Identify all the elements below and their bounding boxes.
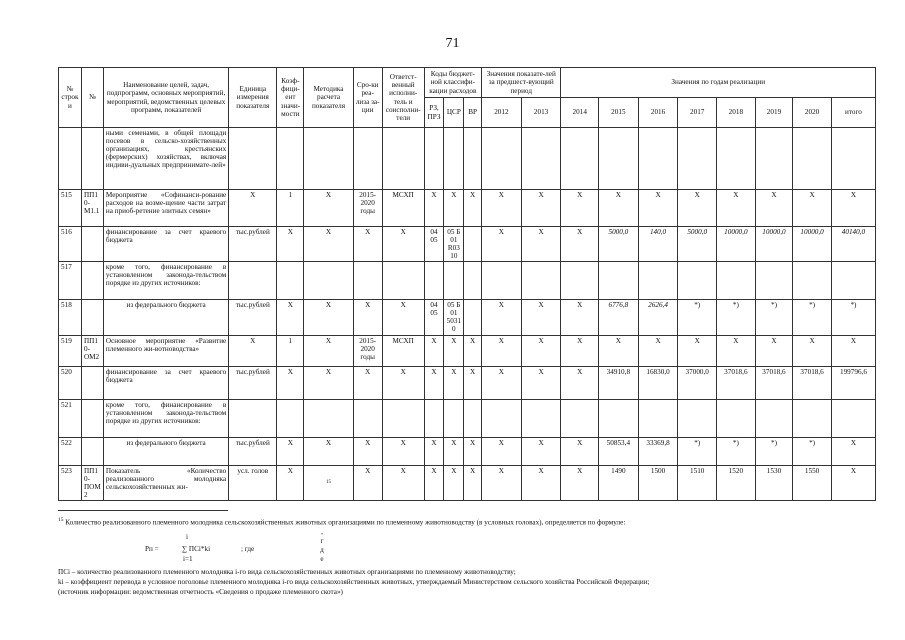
cell-name: финансирование за счет краевого бюджета [103,366,228,399]
footnote [58,517,888,528]
cell-2017: Х [678,335,717,366]
cell-unit: тыс.рублей [229,227,277,262]
cell-2016 [638,262,678,300]
cell-method: Х [304,227,353,262]
indicators-table [58,67,876,501]
cell-2020 [793,262,832,300]
formula-lhs: Рп = [145,545,159,553]
cell-vr [464,262,482,300]
cell-2014 [561,128,599,190]
cell-2019 [755,262,793,300]
cell-2017 [678,262,717,300]
cell-2019 [755,399,793,437]
cell-number [81,437,103,465]
page-number: 71 [445,36,460,51]
cell-csr [444,128,464,190]
cell-2020: 10000,0 [793,227,832,262]
cell-csr: Х [444,437,464,465]
cell-2017: Х [678,190,717,227]
cell-terms: Х [353,437,382,465]
cell-method [304,399,353,437]
header-total: итого [831,98,875,128]
header-terms: Сро-ки реа-лиза за-ции [353,68,382,128]
cell-2015: 1490 [599,465,639,500]
cell-2016: 33369,8 [638,437,678,465]
cell-2014 [561,399,599,437]
cell-2018: Х [717,335,756,366]
cell-vr: Х [464,335,482,366]
footnote-mark: 15 [58,517,64,523]
cell-vr: Х [464,437,482,465]
cell-2015: 6776,8 [599,300,639,335]
cell-number [81,128,103,190]
header-prev-period: Значения показате-лей за предшест-вующий период [482,68,561,98]
header-by-years: Значения по годам реализации [561,68,876,98]
cell-name: кроме того, финансирование в установленном законода-тельством порядке из других источников: [103,262,228,300]
gde-letter: д [320,546,324,554]
cell-rz [424,128,444,190]
cell-method: Х [304,437,353,465]
formula-top: i [186,533,188,541]
cell-method: Х [304,190,353,227]
header-vr: ВР [464,98,482,128]
cell-name: кроме того, финансирование в установленном законода-тельством порядке из других источников: [103,399,228,437]
cell-row-number: 515 [59,190,82,227]
cell-2019: *) [755,437,793,465]
header-number: № [81,68,103,128]
cell-total: 40140,0 [831,227,875,262]
cell-2020: Х [793,335,832,366]
cell-2020: Х [793,190,832,227]
cell-2015 [599,399,639,437]
gde-letter: г [320,537,324,545]
table-row [59,190,876,227]
cell-2012: Х [482,366,522,399]
cell-vr [464,399,482,437]
cell-2015: 50853,4 [599,437,639,465]
cell-2016: 2626,4 [638,300,678,335]
cell-row-number: 520 [59,366,82,399]
cell-2017: 37000,0 [678,366,717,399]
cell-rz: 04 05 [424,300,444,335]
cell-rz [424,262,444,300]
cell-2017: 1510 [678,465,717,500]
vertical-gde-text [318,528,326,564]
cell-2018 [717,399,756,437]
cell-terms: Х [353,227,382,262]
cell-number [81,399,103,437]
cell-2017 [678,399,717,437]
header-year-2012: 2012 [482,98,522,128]
cell-unit [229,128,277,190]
cell-unit: тыс.рублей [229,366,277,399]
cell-2014: Х [561,335,599,366]
table-row [59,366,876,399]
cell-unit: тыс.рублей [229,300,277,335]
table-header [59,68,876,128]
cell-unit: Х [229,190,277,227]
table-row [59,300,876,335]
cell-unit: тыс.рублей [229,437,277,465]
cell-2018 [717,262,756,300]
cell-unit [229,262,277,300]
formula-bottom: i=1 [183,555,193,563]
gde-letter: е [320,555,324,563]
table-body [59,128,876,501]
cell-rz: Х [424,366,444,399]
cell-terms [353,399,382,437]
cell-2013: Х [521,190,561,227]
table-row [59,399,876,437]
cell-2015 [599,262,639,300]
footnote-notes [58,567,888,597]
cell-number: ПП10-ПОМ2 [81,465,103,500]
cell-coefficient: Х [277,227,304,262]
cell-2018: *) [717,437,756,465]
cell-rz: Х [424,190,444,227]
cell-terms [353,262,382,300]
cell-2014: Х [561,366,599,399]
cell-total: Х [831,190,875,227]
cell-2018: 37018,6 [717,366,756,399]
cell-2020 [793,128,832,190]
cell-2012: Х [482,465,522,500]
cell-2017 [678,128,717,190]
cell-2012 [482,399,522,437]
cell-rz: 04 05 [424,227,444,262]
cell-responsible [382,128,424,190]
cell-2013 [521,262,561,300]
cell-coefficient [277,262,304,300]
cell-2013 [521,128,561,190]
header-row-number: № строки [59,68,82,128]
cell-method: Х [304,366,353,399]
header-year-2015: 2015 [599,98,639,128]
cell-coefficient: 1 [277,335,304,366]
cell-row-number: 516 [59,227,82,262]
formula-sum: ∑ ПСi*ki [182,545,211,553]
cell-2016: Х [638,335,678,366]
cell-2020: *) [793,300,832,335]
cell-responsible: МСХП [382,190,424,227]
cell-number [81,366,103,399]
cell-row-number [59,128,82,190]
cell-vr [464,227,482,262]
header-year-2017: 2017 [678,98,717,128]
header-year-2020: 2020 [793,98,832,128]
cell-2012: Х [482,437,522,465]
cell-2018 [717,128,756,190]
cell-number [81,300,103,335]
cell-2015: Х [599,190,639,227]
cell-name: Основное мероприятие «Развитие племенного жи-вотноводства» [103,335,228,366]
cell-2012: Х [482,190,522,227]
cell-csr [444,399,464,437]
cell-2014: Х [561,300,599,335]
cell-2019 [755,128,793,190]
cell-responsible [382,399,424,437]
header-year-2016: 2016 [638,98,678,128]
cell-vr [464,128,482,190]
gde-letter: , [321,528,323,536]
header-csr: ЦСР [444,98,464,128]
cell-total [831,128,875,190]
cell-coefficient: Х [277,366,304,399]
cell-vr: Х [464,465,482,500]
cell-vr: Х [464,366,482,399]
header-budget-codes: Коды бюджет-ной классифи-кации расходов [424,68,481,98]
cell-csr: 05 Б 01 R0310 [444,227,464,262]
cell-responsible: Х [382,227,424,262]
cell-coefficient [277,399,304,437]
cell-unit [229,399,277,437]
note-line: (источник информации: ведомственная отчетность «Сведения о продаже племенного скота») [58,588,343,597]
cell-rz: Х [424,437,444,465]
cell-number [81,262,103,300]
cell-csr: 05 Б 01 50310 [444,300,464,335]
cell-name: Мероприятие «Софинанси-рование расходов на возме-щение части затрат на приоб-ретение элитных семян» [103,190,228,227]
cell-row-number: 521 [59,399,82,437]
header-year-2013: 2013 [521,98,561,128]
cell-name: из федерального бюджета [103,300,228,335]
note-line: ПСi – количество реализованного племенного молодняка i-го вида сельскохозяйственных животных организациями по племенному животноводству; [58,568,516,576]
cell-rz: Х [424,465,444,500]
footnote-separator [58,510,228,511]
cell-terms [353,128,382,190]
cell-responsible: Х [382,366,424,399]
cell-2014: Х [561,437,599,465]
cell-method: Х [304,335,353,366]
cell-2014: Х [561,227,599,262]
cell-terms: Х [353,465,382,500]
cell-2016 [638,399,678,437]
cell-terms: Х [353,366,382,399]
formula-where: ; где [241,545,255,553]
cell-number: ПП10-М1.1 [81,190,103,227]
cell-row-number: 519 [59,335,82,366]
cell-coefficient: Х [277,300,304,335]
cell-2013: Х [521,465,561,500]
table-row [59,437,876,465]
cell-2019: Х [755,190,793,227]
cell-2017: 5000,0 [678,227,717,262]
cell-csr: Х [444,465,464,500]
cell-2016: 1500 [638,465,678,500]
cell-total: Х [831,437,875,465]
cell-2017: *) [678,300,717,335]
cell-responsible: Х [382,465,424,500]
cell-terms: 2015-2020 годы [353,190,382,227]
cell-method [304,262,353,300]
cell-total [831,262,875,300]
cell-2020: 37018,6 [793,366,832,399]
cell-name: финансирование за счет краевого бюджета [103,227,228,262]
header-year-2019: 2019 [755,98,793,128]
cell-total: *) [831,300,875,335]
cell-2020: 1550 [793,465,832,500]
cell-csr: Х [444,190,464,227]
cell-number [81,227,103,262]
cell-total: Х [831,465,875,500]
cell-2014: Х [561,465,599,500]
cell-2015: Х [599,335,639,366]
cell-coefficient: Х [277,465,304,500]
table-row [59,465,876,500]
cell-csr [444,262,464,300]
cell-terms: 2015-2020 годы [353,335,382,366]
cell-2012 [482,128,522,190]
cell-name: из федерального бюджета [103,437,228,465]
cell-responsible: Х [382,300,424,335]
header-name: Наименование целей, задач, подпрограмм, основных мероприятий, мероприятий, ведомственных целевых программ, показателей [103,68,228,128]
table-row [59,262,876,300]
cell-2018: 1520 [717,465,756,500]
cell-2014: Х [561,190,599,227]
table-row [59,128,876,190]
header-responsible: Ответст-венный исполни-тель и соисполни-тели [382,68,424,128]
cell-2013 [521,399,561,437]
cell-2018: 10000,0 [717,227,756,262]
cell-2013: Х [521,366,561,399]
cell-row-number: 523 [59,465,82,500]
table-row [59,335,876,366]
cell-2017: *) [678,437,717,465]
cell-vr [464,300,482,335]
header-method: Методика расчета показателя [304,68,353,128]
cell-csr: Х [444,366,464,399]
cell-2016: Х [638,190,678,227]
cell-2015: 34910,8 [599,366,639,399]
cell-csr: Х [444,335,464,366]
cell-2016: 16830,0 [638,366,678,399]
note-line: ki – коэффициент перевода в условное поголовье племенного молодняка i-го вида сельскохозяйственных животных, утверждаемый Министерством сельского хозяйства Российской Федерации; [58,578,650,587]
cell-total: 199796,6 [831,366,875,399]
cell-coefficient [277,128,304,190]
cell-method: Х [304,300,353,335]
cell-2012: Х [482,300,522,335]
cell-2015 [599,128,639,190]
cell-coefficient: Х [277,437,304,465]
cell-2012: Х [482,227,522,262]
header-rz: РЗ, ПРЗ [424,98,444,128]
cell-terms: Х [353,300,382,335]
cell-row-number: 522 [59,437,82,465]
cell-vr: Х [464,190,482,227]
cell-2019: 37018,6 [755,366,793,399]
cell-2014 [561,262,599,300]
cell-method [304,128,353,190]
cell-total [831,399,875,437]
cell-name: ными семенами, в общей площади посевов в сельско-хозяйственных организациях, крестьянских (фермерских) хозяйствах, включая индиви-дуальных предпринимате-лей» [103,128,228,190]
footnote-text: Количество реализованного племенного молодняка сельскохозяйственных животных организациями по племенному животноводству (в условных головах), определяется по формуле: [65,518,626,527]
cell-2019: Х [755,335,793,366]
header-year-2014: 2014 [561,98,599,128]
cell-unit: Х [229,335,277,366]
header-unit: Единица измерения показателя [229,68,277,128]
table-row [59,227,876,262]
cell-rz [424,399,444,437]
cell-unit: усл. голов [229,465,277,500]
cell-2019: *) [755,300,793,335]
cell-responsible: Х [382,437,424,465]
cell-coefficient: 1 [277,190,304,227]
cell-rz: Х [424,335,444,366]
cell-number: ПП10-ОМ2 [81,335,103,366]
header-coefficient: Коэф-фици-ент значи-мости [277,68,304,128]
cell-2016 [638,128,678,190]
cell-2019: 10000,0 [755,227,793,262]
cell-2018: Х [717,190,756,227]
cell-2018: *) [717,300,756,335]
header-year-2018: 2018 [717,98,756,128]
cell-2013: Х [521,300,561,335]
cell-2013: Х [521,437,561,465]
cell-2013: Х [521,335,561,366]
cell-2020 [793,399,832,437]
cell-name: Показатель «Количество реализованного молодняка сельскохозяйственных жи- [103,465,228,500]
cell-2019: 1530 [755,465,793,500]
cell-row-number: 518 [59,300,82,335]
cell-2020: *) [793,437,832,465]
cell-total: Х [831,335,875,366]
cell-2012: Х [482,335,522,366]
cell-responsible [382,262,424,300]
cell-2016: 140,0 [638,227,678,262]
cell-2015: 5000,0 [599,227,639,262]
cell-row-number: 517 [59,262,82,300]
cell-2013: Х [521,227,561,262]
cell-responsible: МСХП [382,335,424,366]
cell-method-footnote-ref: 15 [304,465,353,500]
cell-2012 [482,262,522,300]
